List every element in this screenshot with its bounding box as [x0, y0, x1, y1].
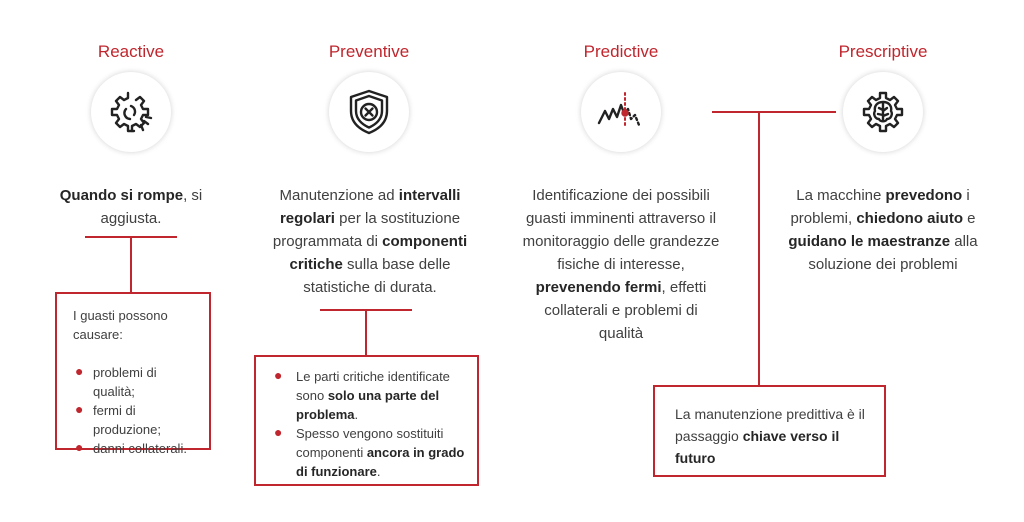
connector-hline-predictive	[712, 111, 836, 113]
icon-circle-preventive	[329, 72, 409, 152]
pulse-chart-icon	[595, 87, 647, 137]
connector-vline-predictive	[758, 112, 760, 386]
title-preventive: Preventive	[328, 42, 410, 61]
description-reactive: Quando si rompe, si aggiusta.	[59, 187, 203, 227]
icon-circle-predictive	[581, 72, 661, 152]
icon-circle-reactive	[91, 72, 171, 152]
title-reactive: Reactive	[97, 42, 165, 61]
list-item: ● problemi di qualità;	[75, 363, 157, 399]
list-item: ● Le parti critiche identificate sono solo una parte del problema.	[274, 367, 450, 422]
shield-cross-icon	[345, 87, 393, 137]
connector-vline-preventive	[365, 310, 367, 356]
description-preventive: Manutenzione ad intervalli regolari per la sostituzione programmata di componenti critiche sulla base delle statistiche di durata.	[272, 187, 468, 296]
list-item: ● danni collaterali.	[75, 439, 187, 456]
callout-intro: I guasti possono causare:	[73, 308, 168, 342]
broken-gear-icon	[106, 87, 156, 137]
brain-gear-icon	[858, 87, 908, 137]
list-item: ● fermi di produzione;	[75, 401, 161, 437]
title-prescriptive: Prescriptive	[838, 42, 928, 61]
icon-circle-prescriptive	[843, 72, 923, 152]
callout-text-predictive: La manutenzione predittiva è il passaggio chiave verso il futuro	[675, 406, 865, 466]
title-predictive: Predictive	[583, 42, 659, 61]
callout-list-reactive	[73, 363, 199, 458]
callout-list-preventive	[272, 367, 469, 481]
description-predictive: Identificazione dei possibili guasti imminenti attraverso il monitoraggio delle grandezze fisiche di interesse, prevenendo fermi, effetti collaterali e problemi di qualità	[522, 187, 720, 342]
description-prescriptive: La macchine prevedono i problemi, chiedono aiuto e guidano le maestranze alla soluzione dei problemi	[788, 187, 978, 273]
list-item: ● Spesso vengono sostituiti componenti ancora in grado di funzionare.	[274, 424, 465, 479]
callout-box-preventive	[254, 355, 479, 486]
connector-vline-reactive	[130, 237, 132, 293]
callout-box-reactive	[55, 292, 211, 456]
callout-box-predictive	[653, 385, 886, 477]
